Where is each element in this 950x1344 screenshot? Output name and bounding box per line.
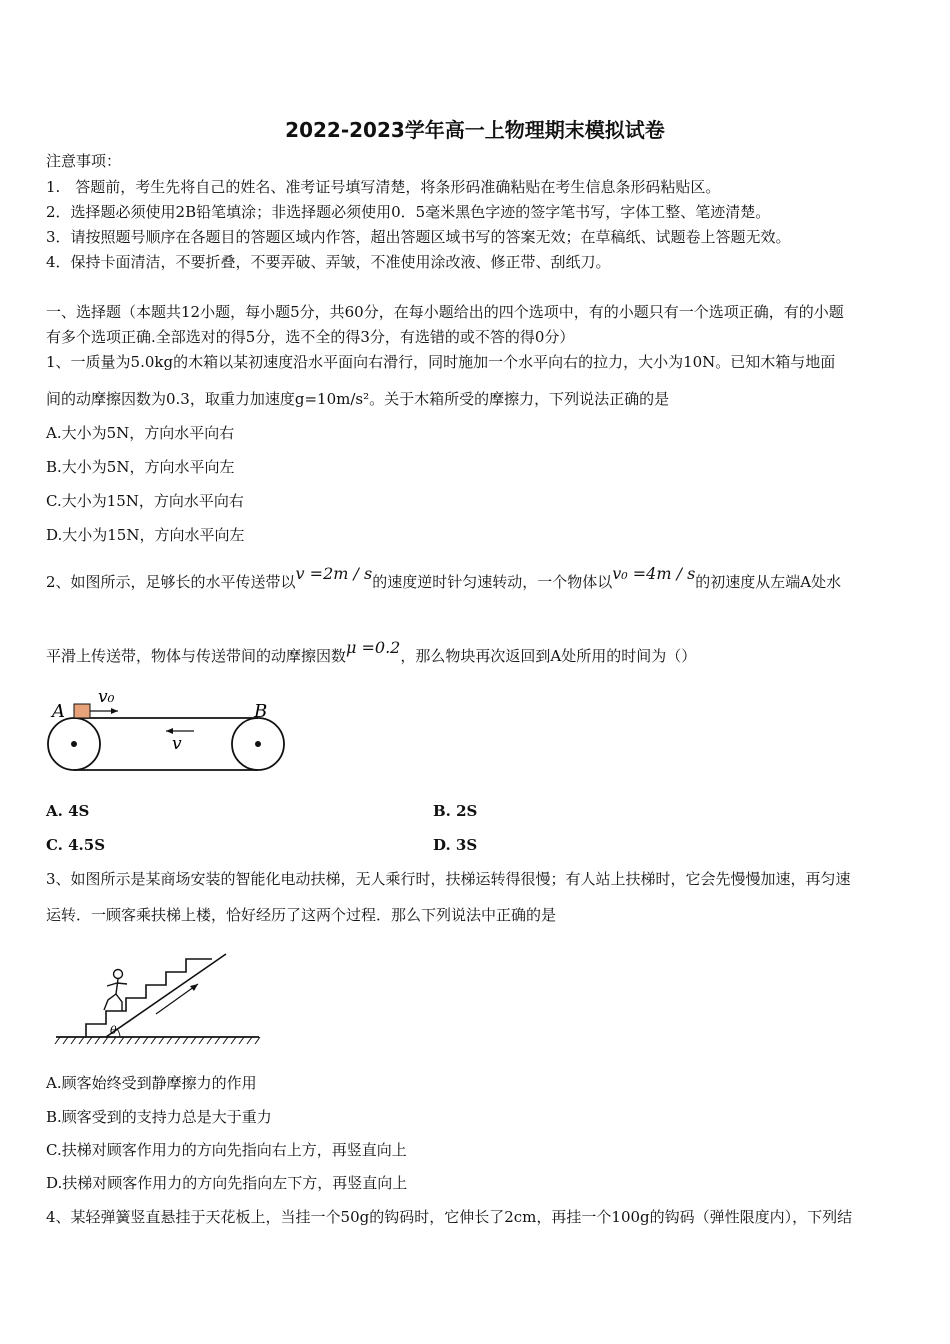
notice-heading: 注意事项： bbox=[46, 152, 122, 170]
question-3-stem-cont: 运转．一顾客乘扶梯上楼，恰好经历了这两个过程．那么下列说法中正确的是 bbox=[46, 906, 557, 924]
question-4-stem: 4、某轻弹簧竖直悬挂于天花板上，当挂一个50g的钩码时，它伸长了2cm，再挂一个100g的钩码（弹性限度内），下列结 bbox=[46, 1208, 853, 1226]
q2-text: 的初速度从左端A处水 bbox=[695, 573, 842, 591]
conveyor-belt-figure bbox=[44, 683, 294, 778]
question-3-option-d: D.扶梯对顾客作用力的方向先指向左下方，再竖直向上 bbox=[46, 1174, 408, 1192]
question-1-stem: 1、一质量为5.0kg的木箱以某初速度沿水平面向右滑行，同时施加一个水平向右的拉力，大小为10N。已知木箱与地面 bbox=[46, 353, 836, 371]
person-icon bbox=[104, 970, 127, 1012]
section-heading-cont: 有多个选项正确.全部选对的得5分，选不全的得3分，有选错的或不答的得0分） bbox=[46, 328, 575, 346]
question-3-option-b: B.顾客受到的支持力总是大于重力 bbox=[46, 1108, 272, 1126]
notice-item: 4．保持卡面清洁，不要折叠，不要弄破、弄皱，不准使用涂改液、修正带、刮纸刀。 bbox=[46, 253, 611, 271]
ground-hatch bbox=[55, 1037, 260, 1044]
question-2-stem bbox=[46, 564, 842, 592]
left-pulley-axle bbox=[71, 741, 77, 747]
question-2-option-c: C. 4.5S bbox=[46, 836, 106, 854]
escalator-figure bbox=[54, 950, 264, 1050]
question-2-option-a: A. 4S bbox=[46, 802, 90, 820]
q2-formula-v: v =2m / s bbox=[295, 564, 373, 583]
label-b: B bbox=[254, 701, 268, 722]
question-1-option-c: C.大小为15N，方向水平向右 bbox=[46, 492, 244, 510]
theta-arc bbox=[117, 1029, 120, 1037]
question-2-stem-cont bbox=[46, 638, 697, 666]
right-pulley-axle bbox=[255, 741, 261, 747]
block bbox=[74, 704, 90, 718]
q2-text: ，那么物块再次返回到A处所用的时间为（） bbox=[400, 647, 697, 665]
question-1-option-b: B.大小为5N，方向水平向左 bbox=[46, 458, 235, 476]
label-v0: v₀ bbox=[98, 687, 115, 707]
notice-item: 1. 答题前，考生先将自己的姓名、准考证号填写清楚，将条形码准确粘贴在考生信息条形码粘贴区。 bbox=[46, 178, 721, 196]
notice-item: 2．选择题必须使用2B铅笔填涂；非选择题必须使用0．5毫米黑色字迹的签字笔书写，字体工整、笔迹清楚。 bbox=[46, 203, 771, 221]
q2-text: 平滑上传送带，物体与传送带间的动摩擦因数 bbox=[46, 647, 347, 665]
page-title: 2022-2023学年高一上物理期末模拟试卷 bbox=[285, 118, 665, 142]
v0-arrowhead bbox=[111, 708, 118, 714]
motion-arrowhead bbox=[190, 984, 198, 991]
escalator-steps bbox=[86, 959, 212, 1037]
label-v: v bbox=[172, 734, 182, 754]
section-heading: 一、选择题（本题共12小题，每小题5分，共60分，在每小题给出的四个选项中，有的小题只有一个选项正确，有的小题 bbox=[46, 303, 844, 321]
question-2-option-b: B. 2S bbox=[433, 802, 478, 820]
q2-formula-mu: μ =0.2 bbox=[346, 638, 401, 657]
q2-text: 2、如图所示，足够长的水平传送带以 bbox=[46, 573, 296, 591]
q2-formula-v0: v₀ =4m / s bbox=[612, 564, 696, 583]
label-a: A bbox=[52, 701, 65, 722]
question-2-option-d: D. 3S bbox=[433, 836, 478, 854]
notice-item: 3．请按照题号顺序在各题目的答题区域内作答，超出答题区域书写的答案无效；在草稿纸、试题卷上答题无效。 bbox=[46, 228, 791, 246]
question-1-option-d: D.大小为15N，方向水平向左 bbox=[46, 526, 245, 544]
escalator-incline bbox=[106, 954, 226, 1037]
q2-text: 的速度逆时针匀速转动，一个物体以 bbox=[372, 573, 613, 591]
label-theta: θ bbox=[110, 1024, 117, 1037]
question-1-option-a: A.大小为5N，方向水平向右 bbox=[46, 424, 235, 442]
question-3-option-c: C.扶梯对顾客作用力的方向先指向右上方，再竖直向上 bbox=[46, 1141, 407, 1159]
question-1-stem-cont: 间的动摩擦因数为0.3，取重力加速度g=10m/s²。关于木箱所受的摩擦力，下列说法正确的是 bbox=[46, 390, 670, 408]
question-3-stem: 3、如图所示是某商场安装的智能化电动扶梯，无人乘行时，扶梯运转得很慢；有人站上扶梯时，它会先慢慢加速，再匀速 bbox=[46, 870, 851, 888]
question-3-option-a: A.顾客始终受到静摩擦力的作用 bbox=[46, 1074, 257, 1092]
